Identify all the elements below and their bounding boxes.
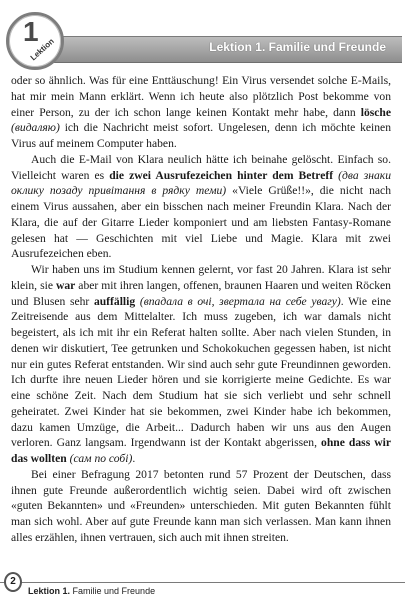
text-run: Wir haben uns im Studium kennen gelernt, vor fast 20 Jahren. Klara ist sehr klein, sie bbox=[11, 263, 391, 292]
text-run: Bei einer Befragung 2017 betonten rund 57 Prozent der Deutschen, dass ihnen gute Freunde außerordentlich wichtig seien. Dabei wird oft zwischen «guten Bekannten» und «Freunden» unterschieden. Mit guten Bekannten fühlt man sich wohl. Aber auf gute Freunde kann man sich verlassen. Man kann ihnen alles erzählen, ihnen vertrauen, sich auch mit ihnen streiten. bbox=[11, 467, 391, 544]
bold-phrase: die zwei Ausrufezeichen hinter dem Betreff bbox=[109, 168, 334, 182]
paragraph bbox=[11, 73, 391, 152]
translation-gloss: (два знаки оклику позаду привітання в рядку теми) bbox=[11, 168, 392, 198]
chapter-title: Lektion 1. Familie und Freunde bbox=[209, 40, 386, 54]
bold-phrase: auffällig bbox=[93, 294, 136, 308]
text-run: aber mit ihren langen, offenen, braunen Haaren und weiten Röcken und Blusen sehr bbox=[11, 278, 391, 308]
translation-gloss: (видаляю) bbox=[11, 121, 60, 135]
article-body bbox=[11, 73, 391, 546]
chapter-header-band bbox=[36, 36, 402, 63]
paragraph bbox=[11, 262, 391, 467]
lesson-badge bbox=[6, 12, 64, 70]
footer-title: Familie und Freunde bbox=[72, 586, 156, 596]
page-number: 2 bbox=[4, 572, 22, 592]
paragraph bbox=[11, 152, 391, 262]
bold-phrase: lösche bbox=[360, 105, 391, 119]
text-run: . bbox=[132, 452, 136, 465]
translation-gloss: (сам по собі) bbox=[69, 452, 133, 465]
running-footer bbox=[28, 586, 155, 596]
text-run: Auch die E-Mail von Klara neulich hätte ich beinahe gelöscht. Einfach so. Vielleicht waren es bbox=[11, 152, 391, 182]
bold-phrase: war bbox=[55, 278, 76, 292]
text-run: oder so ähnlich. Was für eine Enttäuschung! Ein Virus versendet solche E-Mails, hat mir mein Mann erklärt. Wenn ich heute also plötzlich Post bekomme von einer Person, zu der ich schon lange keinen Kontakt mehr habe, dann bbox=[11, 74, 391, 119]
lesson-number: 1 bbox=[23, 16, 39, 47]
footer-rule bbox=[0, 582, 405, 583]
footer-lesson: Lektion 1. bbox=[28, 586, 71, 596]
text-run: . Wie eine Zeitreisende aus dem Mittelalter. Ich muss zugeben, ich war damals nicht begeistert, als ich mit ihr ein Referat halten sollte. Aber nach vielen Stunden, in denen wir diskutiert, Tee getrunken und Schokokuchen gegessen haben, ist nicht nur ein gutes Referat entstanden. Wir sind auch sehr gute Freundinnen geworden. Ich durfte ihre neuen Lieder hören und sie korrigierte meine Gedichte. Es war eine schöne Zeit. Nach dem Studium hat sie sich verliebt und sehr schnell geheiratet. Zwei Kinder hat sie bekommen, zwei Kinder habe ich bekommen, dazu kamen Umzüge, die Arbeit... Dadurch haben wir uns aus den Augen verloren. Ganz langsam. Irgendwann ist der Kontakt abgerissen, bbox=[11, 294, 391, 450]
translation-gloss: (впадала в очі, звертала на себе увагу) bbox=[139, 294, 341, 308]
bold-phrase: ohne dass wir das wollten bbox=[11, 436, 391, 465]
text-run: ich die Nachricht meist sofort. Ungelesen, denn ich möchte keinen Virus auf meinem Computer haben. bbox=[11, 121, 391, 150]
paragraph bbox=[11, 467, 391, 546]
text-run: «Viele Grüße!!», die nicht nach einem Virus aussahen, aber ein bisschen nach meiner Freundin Klara. Nach der Klara, die auf der Gitarre Lieder komponiert und am liebsten Fantasy-Romane gelesen hat — Geschichten mit viel Liebe und Magie. Klara mit zwei Ausrufezeichen eben. bbox=[11, 184, 391, 261]
lesson-badge-label: Lektion bbox=[28, 36, 56, 63]
